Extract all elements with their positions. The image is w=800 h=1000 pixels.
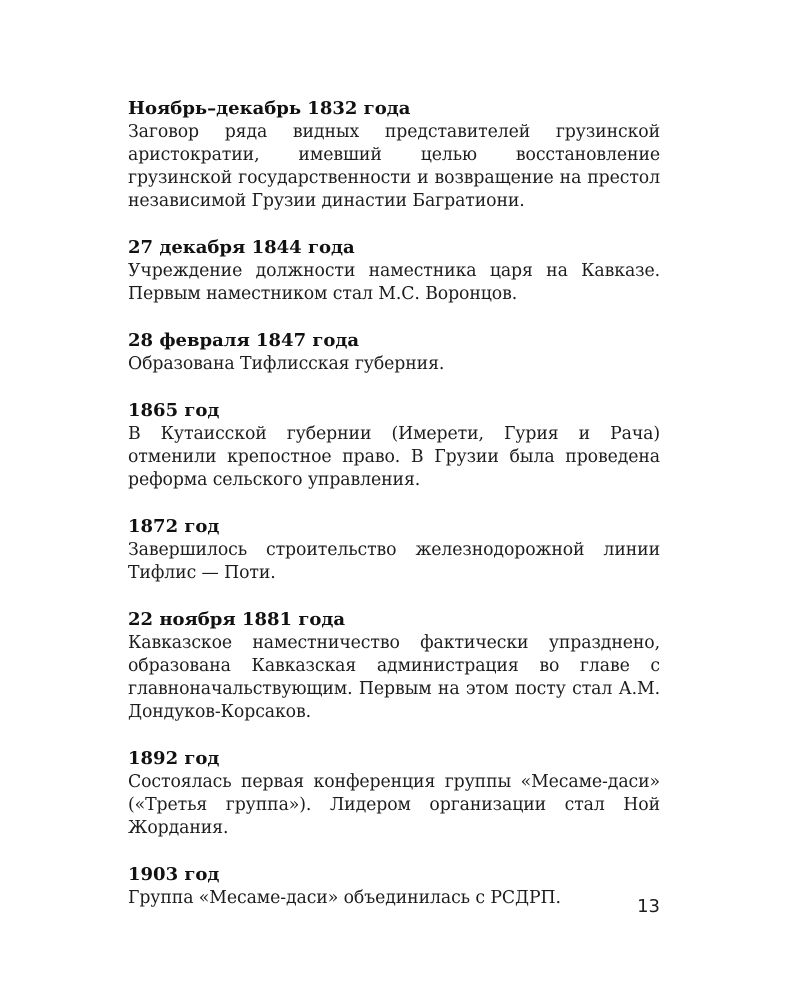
timeline-entry — [128, 328, 660, 376]
timeline-entry — [128, 235, 660, 306]
timeline-entry — [128, 96, 660, 213]
entry-text: Образована Тифлисская губерния. — [128, 354, 445, 374]
page-number: 13 — [637, 896, 660, 917]
timeline-page — [128, 96, 660, 932]
entry-date: 27 декабря 1844 года — [128, 237, 355, 258]
timeline-entry — [128, 607, 660, 724]
entry-date: 22 ноября 1881 года — [128, 609, 346, 630]
entry-text: Кавказское наместничество фактически упразднено, образована Кавказская администрация во главе с главноначальствующим. Первым на этом посту стал А.М. Дондуков-Корсаков. — [128, 633, 660, 722]
entry-date: Ноябрь–декабрь 1832 года — [128, 98, 411, 119]
entry-date: 1865 год — [128, 400, 220, 421]
entry-date: 1872 год — [128, 516, 220, 537]
entry-date: 28 февраля 1847 года — [128, 330, 360, 351]
entry-text: Учреждение должности наместника царя на Кавказе. Первым наместником стал М.С. Воронцов. — [128, 261, 660, 304]
timeline-entry — [128, 514, 660, 585]
entry-date: 1903 год — [128, 864, 220, 885]
entry-text: В Кутаисской губернии (Имерети, Гурия и Рача) отменили крепостное право. В Грузии была проведена реформа сельского управления. — [128, 424, 660, 490]
timeline-entry — [128, 398, 660, 492]
entry-date: 1892 год — [128, 748, 220, 769]
entry-text: Завершилось строительство железнодорожной линии Тифлис — Поти. — [128, 540, 660, 583]
entry-text: Заговор ряда видных представителей грузинской аристократии, имевший целью восстановление грузинской государственности и возвращение на престол независимой Грузии династии Багратиони. — [128, 122, 660, 211]
entry-text: Группа «Месаме-даси» объединилась с РСДРП. — [128, 888, 561, 908]
timeline-entry — [128, 746, 660, 840]
timeline-entry — [128, 862, 660, 910]
entry-text: Состоялась первая конференция группы «Месаме-даси» («Третья группа»). Лидером организации стал Ной Жордания. — [128, 772, 660, 838]
